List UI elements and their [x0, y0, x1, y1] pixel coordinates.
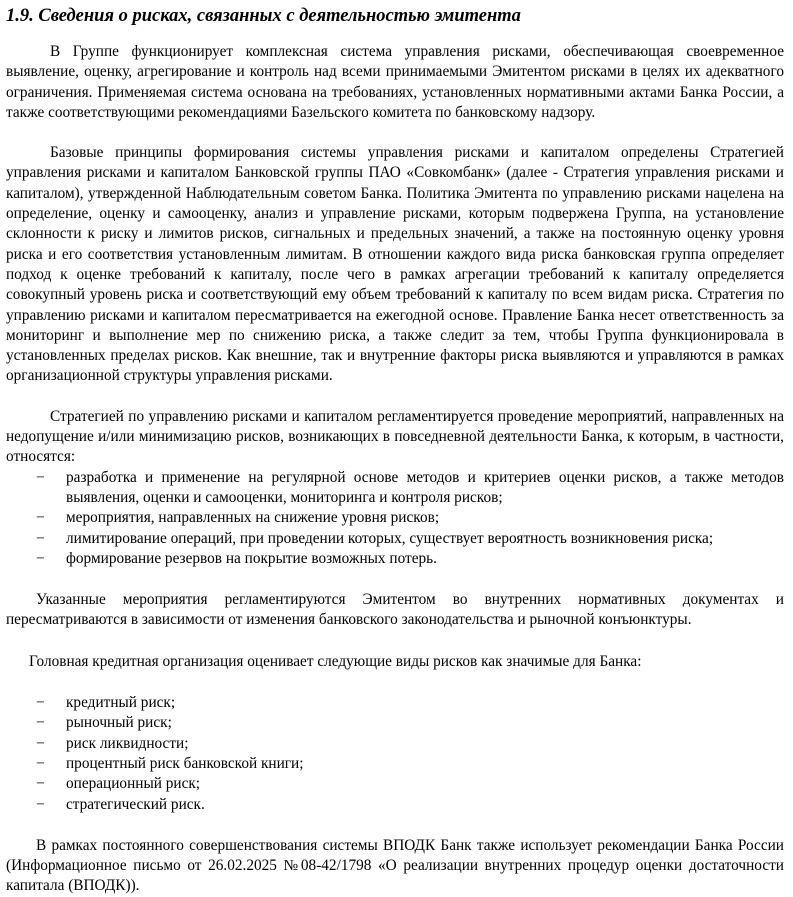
list-item: − мероприятия, направленных на снижение уровня рисков;	[6, 508, 784, 528]
dash-marker: −	[36, 468, 45, 486]
paragraph-icaap: В рамках постоянного совершенствования системы ВПОДК Банк также использует рекомендации Банка России (Информационное письмо от 26.02.2025 №08-42/1798 «О реализации внутренних процедур оценки достаточности капитала (ВПОДК)).	[6, 836, 784, 895]
list-item: − рыночный риск;	[6, 713, 784, 733]
dash-marker: −	[36, 714, 45, 732]
paragraph-risk-system: В Группе функционирует комплексная система управления рисками, обеспечивающая своевременное выявление, оценку, агрегирование и контроль над всеми принимаемыми Эмитентом рисками в целях их адекватного ограничения. Применяемая система основана на требованиях, установленных нормативными актами Банка России, а также соответствующими рекомендациями Базельского комитета по банковскому надзору.	[6, 43, 784, 121]
list-item: − разработка и применение на регулярной основе методов и критериев оценки рисков, а также методов выявления, оценки и самооценки, мониторинга и контроля рисков;	[36, 468, 784, 506]
dash-marker: −	[36, 775, 45, 793]
dash-marker: −	[36, 549, 45, 567]
measures-list	[6, 468, 784, 569]
section-title: 1.9. Сведения о рисках, связанных с деятельностью эмитента	[6, 6, 521, 26]
dash-marker: −	[36, 754, 45, 772]
dash-marker: −	[36, 694, 45, 712]
paragraph-significant-risks: Головная кредитная организация оценивает следующие виды рисков как значимые для Банка:	[29, 652, 642, 670]
list-item: − риск ликвидности;	[6, 734, 784, 754]
list-item: − операционный риск;	[6, 774, 784, 794]
document-page	[6, 4, 784, 897]
risks-list	[6, 693, 784, 815]
paragraph-internal-documents: Указанные мероприятия регламентируются Эмитентом во внутренних нормативных документах и пересматриваются в зависимости от изменения банковского законодательства и рыночной конъюнктуры.	[6, 591, 784, 629]
list-item: − лимитирование операций, при проведении которых, существует вероятность возникновения риска;	[6, 529, 784, 549]
list-item: − формирование резервов на покрытие возможных потерь.	[6, 549, 784, 569]
dash-marker: −	[36, 734, 45, 752]
paragraph-base-principles: Базовые принципы формирования системы управления рисками и капиталом определены Стратегией управления рисками и капиталом Банковской группы ПАО «Совкомбанк» (далее - Стратегия управления рисками и капиталом), утвержденной Наблюдательным советом Банка. Политика Эмитента по управлению рисками нацелена на определение, оценку и самооценку, анализ и управление рисками, которым подвержена Группа, на установление склонности к риску и лимитов рисков, сигнальных и предельных значений, а также на постоянную оценку уровня риска и его соответствия установленным лимитам. В отношении каждого вида риска банковская группа определяет подход к оценке требований к капиталу, после чего в рамках агрегации требований к капиталу определяется совокупный уровень риска и соответствующий ему объем требований к капиталу по всем видам риска. Стратегия по управлению рисками и капиталом пересматривается на ежегодной основе. Правление Банка несет ответственность за мониторинг и выполнение мер по снижению риска, а также следит за тем, чтобы Группа функционировала в установленных пределах рисков. Как внешние, так и внутренние факторы риска выявляются и управляются в рамках организационной структуры управления рисками.	[6, 144, 784, 385]
dash-marker: −	[36, 795, 45, 813]
dash-marker: −	[36, 509, 45, 527]
list-item: − процентный риск банковской книги;	[6, 754, 784, 774]
dash-marker: −	[36, 529, 45, 547]
list-item: − кредитный риск;	[6, 693, 784, 713]
paragraph-strategy-measures: Стратегией по управлению рисками и капиталом регламентируется проведение мероприятий, направленных на недопущение и/или минимизацию рисков, возникающих в повседневной деятельности Банка, к которым, в частности, относятся:	[6, 407, 784, 466]
list-item: − стратегический риск.	[6, 795, 784, 815]
